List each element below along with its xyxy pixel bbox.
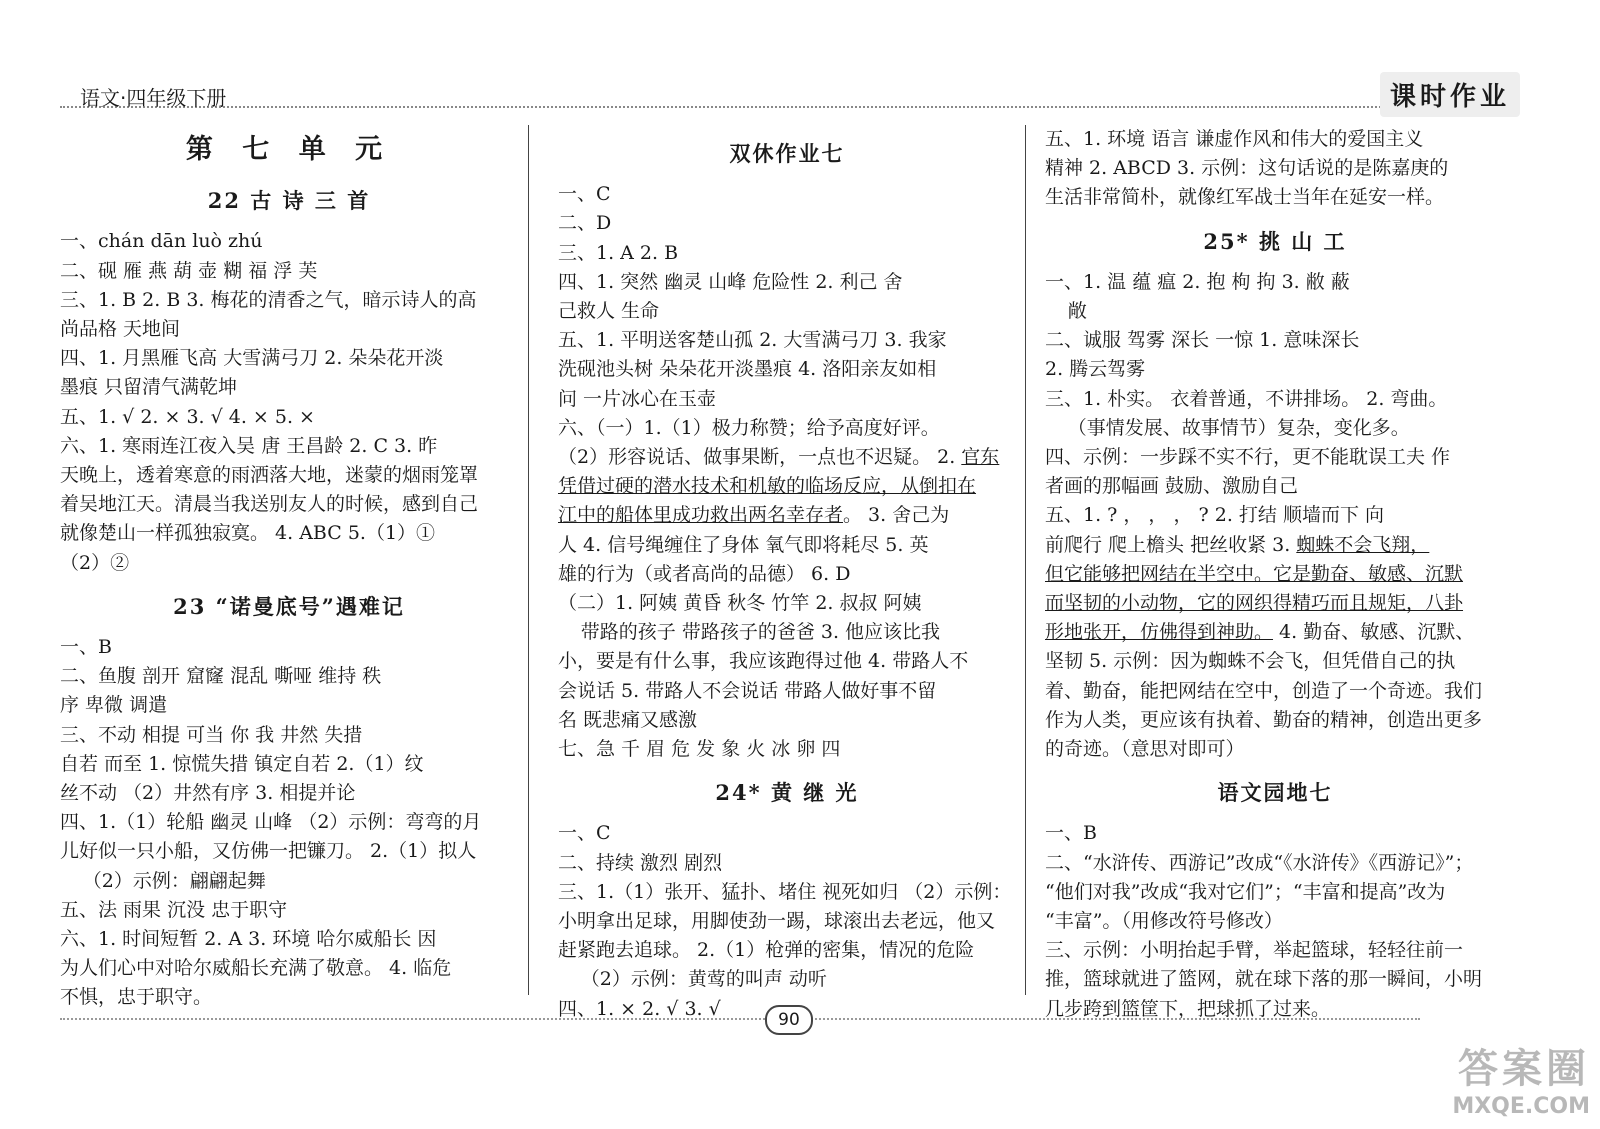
unit-title: 第 七 单 元 xyxy=(185,134,393,165)
answer-line: 二、“水浒传、西游记”改成“《水浒传》《西游记》”； xyxy=(1045,851,1474,874)
answer-line: 五、1. ? ， ， ， ? 2. 打结 顺墙而下 向 xyxy=(1045,504,1384,527)
answer-line: 一、1. 温 蕴 瘟 2. 抱 枸 拘 3. 敝 蔽 xyxy=(1045,270,1350,293)
answer-line: 推，篮球就进了篮网，就在球下落的那一瞬间，小明 xyxy=(1045,968,1483,991)
answer-line xyxy=(558,443,1016,472)
answer-line: 三、1.（1）张开、猛扑、堵住 视死如归 （2）示例： xyxy=(558,880,1012,903)
answer-line: 序 卑微 调遣 xyxy=(60,694,168,717)
answer-line: （2）示例：翩翩起舞 xyxy=(82,869,266,892)
answer-line: 四、1. 突然 幽灵 山峰 危险性 2. 利己 舍 xyxy=(558,270,903,293)
answer-line: （2）示例：黄莺的叫声 动听 xyxy=(580,968,827,991)
answer-line: 洗砚池头树 朵朵花开淡墨痕 4. 洛阳亲友如相 xyxy=(558,358,937,381)
answer-line: 四、1.（1）轮船 幽灵 山峰 （2）示例：弯弯的月 xyxy=(60,811,482,834)
answer-line: 就像楚山一样孤独寂寞。 4. ABC 5.（1）① xyxy=(60,522,436,545)
answer-line: 小明拿出足球，用脚使劲一踢，球滚出去老远，他又 xyxy=(558,910,996,933)
answer-line: 者画的那幅画 鼓励、激励自己 xyxy=(1045,475,1299,498)
answer-line: 的奇迹。（意思对即可） xyxy=(1045,738,1245,761)
answer-line: 坚韧 5. 示例：因为蜘蛛不会飞，但凭借自己的执 xyxy=(1045,650,1456,673)
answer-line: 着、勤奋，能把网结在空中，创造了一个奇迹。我们 xyxy=(1045,679,1483,702)
answer-line: 丝不动 （2）井然有序 3. 相提并论 xyxy=(60,782,356,805)
answer-line: 三、1. 朴实。 衣着普通，不讲排场。 2. 弯曲。 xyxy=(1045,387,1448,410)
answer-line: 五、1. 平明送客楚山孤 2. 大雪满弓刀 3. 我家 xyxy=(558,329,947,352)
answer-line: 不惧，忠于职守。 xyxy=(60,986,213,1009)
answer-line: 几步跨到篮筐下，把球抓了过来。 xyxy=(1045,997,1331,1020)
column-divider xyxy=(1025,125,1026,995)
answer-line xyxy=(1045,531,1505,560)
section-title: 22 古 诗 三 首 xyxy=(207,188,371,214)
answer-line: 三、示例：小明抬起手臂，举起篮球，轻轻往前一 xyxy=(1045,939,1464,962)
answer-line: 小，要是有什么事，我应该跑得过他 4. 带路人不 xyxy=(558,650,969,673)
answer-line: 四、1. 月黑雁飞高 大雪满弓刀 2. 朵朵花开淡 xyxy=(60,347,444,370)
underlined-text: 蜘蛛不会飞翔， xyxy=(1296,533,1430,556)
answer-line: 六、（一）1.（1）极力称赞；给予高度好评。 xyxy=(558,416,940,439)
answer-line: 二、砚 雁 燕 葫 壶 糊 福 浮 芙 xyxy=(60,259,318,282)
answer-line: 二、D xyxy=(558,212,612,235)
answer-line: 带路的孩子 带路孩子的爸爸 3. 他应该比我 xyxy=(580,621,941,644)
section-title: 双休作业七 xyxy=(729,141,845,166)
underlined-line: 而坚韧的小动物，它的网织得精巧而且规矩，八卦 xyxy=(1045,592,1464,615)
section-title: 23 “诺曼底号”遇难记 xyxy=(173,593,405,619)
answer-line: 一、chán dān luò zhú xyxy=(60,230,263,253)
page-header xyxy=(60,72,1520,114)
column-middle xyxy=(558,125,1016,1024)
answer-line: 三、不动 相提 可当 你 我 井然 失措 xyxy=(60,723,363,746)
answer-text: （2）形容说话、做事果断，一点也不迟疑。 2. xyxy=(558,446,962,469)
footer-rule xyxy=(60,1018,1420,1020)
answer-line: 二、鱼腹 剖开 窟窿 混乱 嘶哑 维持 秩 xyxy=(60,665,382,688)
watermark xyxy=(1452,1037,1590,1119)
answer-line: 二、诚服 驾雾 深长 一惊 1. 意味深长 xyxy=(1045,329,1360,352)
answer-line: 四、示例：一步踩不实不行，更不能耽误工夫 作 xyxy=(1045,446,1451,469)
answer-line: 问 一片冰心在玉壶 xyxy=(558,387,717,410)
answer-line: 墨痕 只留清气满乾坤 xyxy=(60,376,238,399)
subject-label: 语文·四年级下册 xyxy=(80,86,227,110)
answer-line: 五、1. √ 2. × 3. √ 4. × 5. × xyxy=(60,405,315,428)
answer-line: 作为人类，更应该有执着、勤奋的精神，创造出更多 xyxy=(1045,708,1483,731)
underlined-line: 凭借过硬的潜水技术和机敏的临场反应，从倒扣在 xyxy=(558,475,977,498)
section-title: 25* 挑 山 工 xyxy=(1203,228,1347,254)
column-right xyxy=(1045,125,1505,1024)
underlined-text: 形地张开，仿佛得到神助。 xyxy=(1045,621,1274,644)
answer-line xyxy=(1045,618,1505,647)
answer-line: 雄的行为（或者高尚的品德） 6. D xyxy=(558,562,851,585)
column-divider xyxy=(528,125,529,995)
answer-line: 七、急 千 眉 危 发 象 火 冰 卵 四 xyxy=(558,738,841,761)
answer-line: 一、C xyxy=(558,183,611,206)
answer-line: 为人们心中对哈尔威船长充满了敬意。 4. 临危 xyxy=(60,957,452,980)
answer-line: 生活非常简朴，就像红军战士当年在延安一样。 xyxy=(1045,186,1445,209)
answer-line: 四、1. × 2. √ 3. √ xyxy=(558,997,721,1020)
answer-line: 儿好似一只小船，又仿佛一把镰刀。 2.（1）拟人 xyxy=(60,840,477,863)
answer-line: 六、1. 时间短暂 2. A 3. 环境 哈尔威船长 因 xyxy=(60,928,437,951)
answer-line: 尚品格 天地间 xyxy=(60,318,181,341)
answer-line: （2）② xyxy=(60,551,130,574)
answer-line: 赶紧跑去追球。 2.（1）枪弹的密集，情况的危险 xyxy=(558,939,975,962)
answer-line: 会说话 5. 带路人不会说话 带路人做好事不留 xyxy=(558,679,937,702)
answer-line: 自若 而至 1. 惊慌失措 镇定自若 2.（1）纹 xyxy=(60,752,424,775)
answer-line: 名 既悲痛又感激 xyxy=(558,708,698,731)
answer-line: 一、C xyxy=(558,822,611,845)
answer-line: 着吴地江天。清晨当我送别友人的时候，感到自己 xyxy=(60,493,479,516)
answer-line: 一、B xyxy=(60,636,112,659)
answer-text: 4. 勤奋、敏感、沉默、 xyxy=(1273,621,1475,644)
answer-line xyxy=(558,501,1016,530)
answer-line: 2. 腾云驾雾 xyxy=(1045,358,1146,381)
answer-line: 一、B xyxy=(1045,822,1097,845)
answer-text: 。 3. 舍己为 xyxy=(843,504,950,527)
answer-line: 六、1. 寒雨连江夜入吴 唐 王昌龄 2. C 3. 昨 xyxy=(60,434,438,457)
underlined-text: 江中的船体里成功救出两名幸存者 xyxy=(558,504,844,527)
answer-line: 人 4. 信号绳缠住了身体 氧气即将耗尽 5. 英 xyxy=(558,533,929,556)
section-title: 24* 黄 继 光 xyxy=(715,780,859,806)
section-title: 语文园地七 xyxy=(1217,780,1333,806)
page-number: 90 xyxy=(765,1005,813,1035)
answer-line: （二）1. 阿姨 黄昏 秋冬 竹竿 2. 叔叔 阿姨 xyxy=(558,592,922,615)
underlined-text: 官东 xyxy=(961,446,1000,469)
header-rule xyxy=(60,106,1440,108)
answer-line: （事情发展、故事情节）复杂，变化多。 xyxy=(1067,416,1410,439)
answer-line: 五、1. 环境 语言 谦虚作风和伟大的爱国主义 xyxy=(1045,128,1424,150)
watermark-cn: 答案圈 xyxy=(1458,1046,1590,1092)
answer-text: 前爬行 爬上檐头 把丝收紧 3. xyxy=(1045,533,1297,556)
answer-line: 敞 xyxy=(1067,300,1087,323)
answer-line: “丰富”。（用修改符号修改） xyxy=(1045,910,1283,933)
answer-line: 天晚上，透着寒意的雨洒落大地，迷蒙的烟雨笼罩 xyxy=(60,464,479,487)
answer-line: 精神 2. ABCD 3. 示例：这句话说的是陈嘉庚的 xyxy=(1045,157,1449,180)
underlined-line: 但它能够把网结在半空中。它是勤奋、敏感、沉默 xyxy=(1045,562,1464,585)
answer-line: “他们对我”改成“我对它们”；“丰富和提高”改为 xyxy=(1045,880,1446,903)
answer-line: 五、法 雨果 沉没 忠于职守 xyxy=(60,898,288,921)
answer-line: 三、1. B 2. B 3. 梅花的清香之气，暗示诗人的高 xyxy=(60,288,477,311)
watermark-en: MXQE.COM xyxy=(1452,1094,1590,1119)
answer-line: 三、1. A 2. B xyxy=(558,241,679,264)
answer-line: 二、持续 激烈 剧烈 xyxy=(558,851,723,874)
answer-line: 己救人 生命 xyxy=(558,300,660,323)
series-label: 课时作业 xyxy=(1380,72,1520,117)
column-left xyxy=(60,125,518,1013)
